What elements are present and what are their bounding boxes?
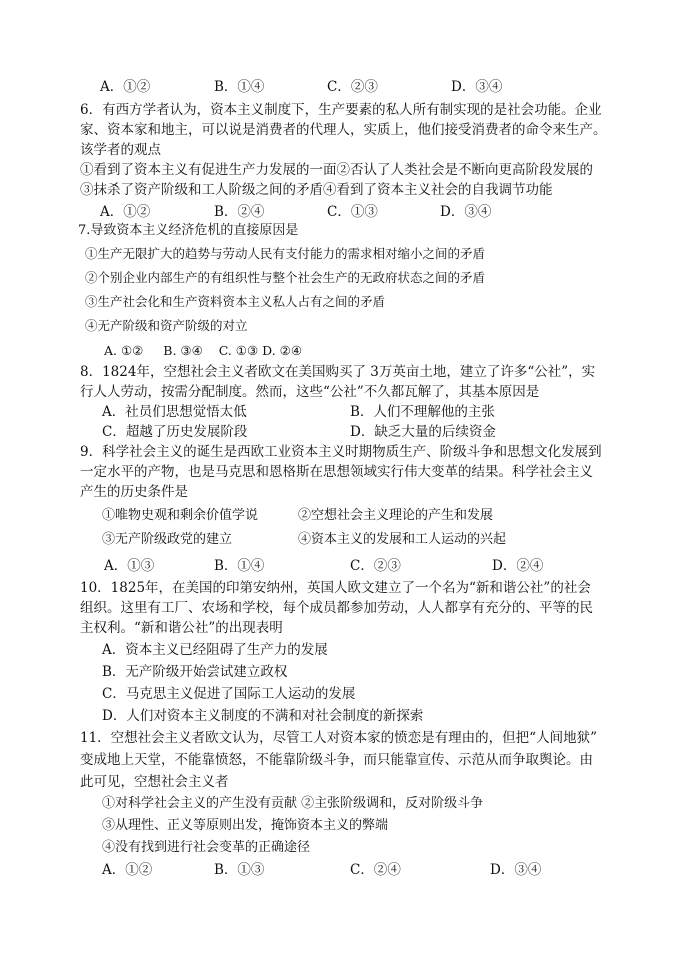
q9-option-d: D．②④ bbox=[492, 558, 544, 574]
q11-option-a: A．①② bbox=[102, 862, 153, 878]
q6-option-d: D．③④ bbox=[440, 204, 492, 220]
q9-stem-line-1: 9．科学社会主义的诞生是西欧工业资本主义时期物质生产、阶级斗争和思想文化发展到 bbox=[80, 444, 602, 460]
q6-stem-line-2: 家、资本家和地主，可以说是消费者的代理人，实质上，他们接受消费者的命令来生产。 bbox=[80, 122, 607, 138]
q7-item-2: ②个别企业内部生产的有组织性与整个社会生产的无政府状态之间的矛盾 bbox=[85, 270, 486, 285]
q8-stem-line-2: 行人人劳动，按需分配制度。然而，这些“公社”不久都瓦解了，其基本原因是 bbox=[80, 384, 540, 400]
q9-item-4: ④资本主义的发展和工人运动的兴起 bbox=[298, 532, 507, 547]
q10-option-a: A．资本主义已经阻碍了生产力的发展 bbox=[102, 642, 328, 658]
q7-stem: 7.导致资本主义经济危机的直接原因是 bbox=[78, 223, 299, 238]
q10-stem-line-3: 主权利。“新和谐公社”的出现表明 bbox=[80, 620, 283, 636]
q7-item-1: ①生产无限扩大的趋势与劳动人民有支付能力的需求相对缩小之间的矛盾 bbox=[85, 246, 486, 261]
q11-item-1: ①对科学社会主义的产生没有贡献 ②主张阶级调和，反对阶级斗争 bbox=[102, 796, 484, 811]
q11-option-b: B．①③ bbox=[214, 862, 265, 878]
q6-stem-line-3: 该学者的观点 bbox=[80, 142, 161, 158]
q11-stem-line-3: 此可见，空想社会主义者 bbox=[80, 774, 229, 790]
q8-stem-line-1: 8．1824年，空想社会主义者欧文在美国购买了 3万英亩土地，建立了许多“公社”，实 bbox=[80, 364, 596, 380]
q11-option-c: C．②④ bbox=[350, 862, 401, 878]
q5-option-c: C．②③ bbox=[327, 79, 378, 95]
q10-option-b: B．无产阶级开始尝试建立政权 bbox=[102, 664, 288, 680]
q10-option-d: D．人们对资本主义制度的不满和对社会制度的新探索 bbox=[102, 708, 424, 724]
q6-stem-line-1: 6．有西方学者认为，资本主义制度下，生产要素的私人所有制实现的是社会功能。企业 bbox=[80, 102, 602, 118]
q9-stem-line-2: 一定水平的产物，也是马克思和恩格斯在思想领域实行伟大变革的结果。科学社会主义 bbox=[80, 464, 593, 480]
q7-item-4: ④无产阶级和资产阶级的对立 bbox=[85, 318, 248, 333]
q11-option-d: D．③④ bbox=[490, 862, 542, 878]
q7-item-3: ③生产社会化和生产资料资本主义私人占有之间的矛盾 bbox=[85, 294, 386, 309]
q8-option-d: D．缺乏大量的后续资金 bbox=[350, 424, 496, 440]
q7-options: A. ①② B. ③④ C. ①③ D. ②④ bbox=[104, 343, 303, 358]
q8-option-c: C．超越了历史发展阶段 bbox=[102, 424, 248, 440]
q6-option-a: A．①② bbox=[100, 204, 151, 220]
q5-option-a: A．①② bbox=[100, 79, 151, 95]
q9-item-2: ②空想社会主义理论的产生和发展 bbox=[298, 508, 494, 523]
q11-stem-line-2: 变成地上天堂，不能靠愤怒，不能靠阶级斗争，而只能靠宣传、示范从而争取舆论。由 bbox=[80, 752, 593, 768]
q11-stem-line-1: 11．空想社会主义者欧文认为，尽管工人对资本家的愤恋是有理由的，但把“人间地狱” bbox=[80, 730, 597, 746]
q9-item-1: ①唯物史观和剩余价值学说 bbox=[102, 508, 259, 523]
q9-option-c: C．②③ bbox=[350, 558, 401, 574]
q11-item-3: ④没有找到进行社会变革的正确途径 bbox=[102, 840, 311, 855]
q5-option-d: D．③④ bbox=[451, 79, 503, 95]
q5-option-b: B．①④ bbox=[214, 79, 265, 95]
q8-option-b: B．人们不理解他的主张 bbox=[350, 404, 495, 420]
q9-stem-line-3: 产生的历史条件是 bbox=[80, 484, 188, 500]
q9-option-a: A．①③ bbox=[104, 558, 155, 574]
q8-option-a: A．社员们思想觉悟太低 bbox=[102, 404, 247, 420]
q6-option-b: B．②④ bbox=[214, 204, 265, 220]
q9-item-3: ③无产阶级政党的建立 bbox=[102, 532, 233, 547]
q11-item-2: ③从理性、正义等原则出发，掩饰资本主义的弊端 bbox=[102, 818, 389, 833]
q10-option-c: C．马克思主义促进了国际工人运动的发展 bbox=[102, 686, 356, 702]
q6-option-c: C．①③ bbox=[327, 204, 378, 220]
q10-stem-line-2: 组织。这里有工厂、农场和学校，每个成员都参加劳动，人人都享有充分的、平等的民 bbox=[80, 600, 593, 616]
q6-item-2: ③抹杀了资产阶级和工人阶级之间的矛盾④看到了资本主义社会的自我调节功能 bbox=[80, 182, 553, 198]
q10-stem-line-1: 10．1825年，在美国的印第安纳州，英国人欧文建立了一个名为“新和谐公社”的社会 bbox=[80, 580, 591, 596]
q9-option-b: B．①④ bbox=[214, 558, 265, 574]
q6-item-1: ①看到了资本主义有促进生产力发展的一面②否认了人类社会是不断向更高阶段发展的 bbox=[80, 162, 593, 178]
